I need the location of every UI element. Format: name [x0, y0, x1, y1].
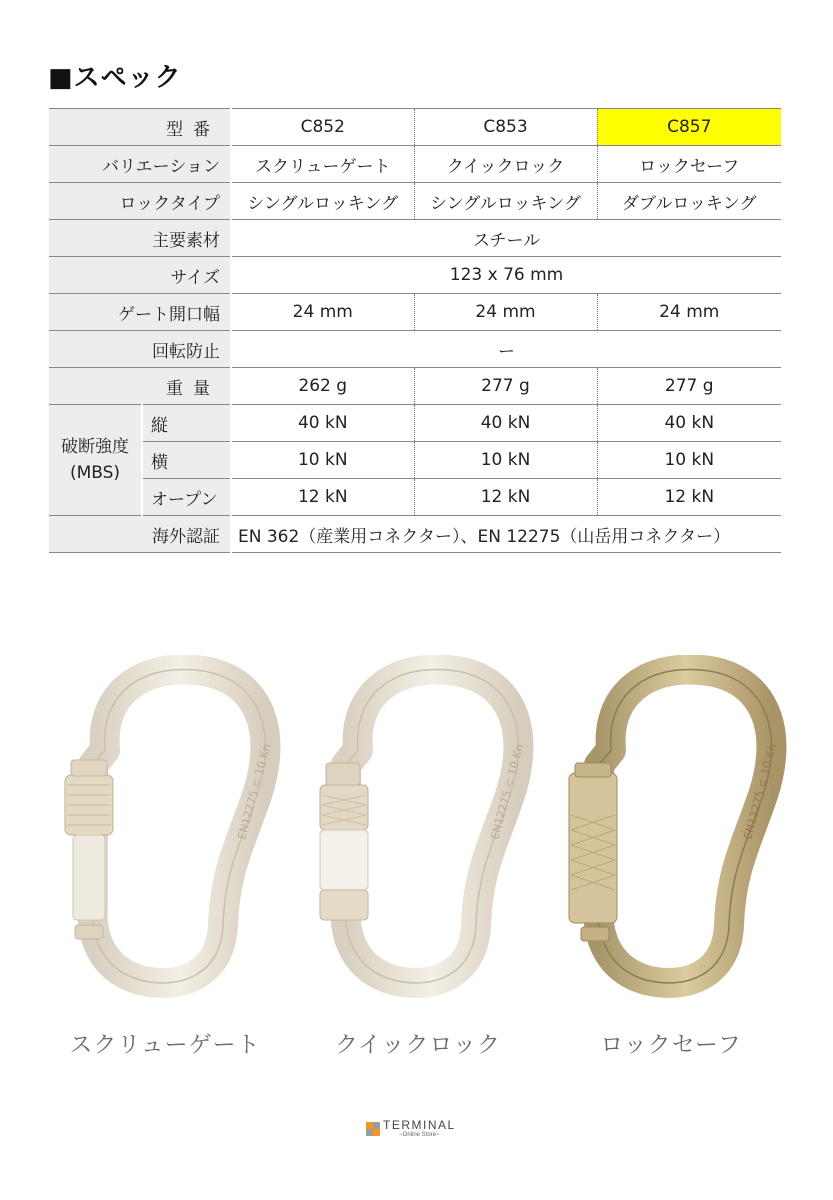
table-row — [49, 220, 781, 257]
spec-table — [49, 108, 781, 553]
quicklock-carabiner-image — [298, 655, 538, 1005]
table-cell: 40 kN — [414, 405, 597, 442]
svg-text:EN12275 ⊂ 10 Kn: EN12275 ⊂ 10 Kn — [488, 742, 527, 841]
row-sublabel: 縦 — [142, 405, 231, 442]
table-cell: 12 kN — [414, 479, 597, 516]
table-row — [49, 479, 781, 516]
table-cell: 12 kN — [231, 479, 414, 516]
table-cell: C853 — [414, 109, 597, 146]
row-sublabel: オープン — [142, 479, 231, 516]
table-cell: ダブルロッキング — [597, 183, 781, 220]
row-label: ロックタイプ — [49, 183, 231, 220]
table-cell: 262 g — [231, 368, 414, 405]
row-label: 海外認証 — [49, 516, 231, 553]
mbs-label-line1: 破断強度 — [61, 436, 129, 457]
logo-main-text: TERMINAL — [383, 1118, 456, 1132]
table-row — [49, 516, 781, 553]
mbs-label-line2: (MBS) — [69, 463, 121, 483]
table-row — [49, 368, 781, 405]
svg-text:EN12275 ⊂ 10 Kn: EN12275 ⊂ 10 Kn — [741, 742, 780, 841]
table-cell: 123 x 76 mm — [231, 257, 781, 294]
spec-heading-text: ■スペック — [48, 63, 182, 93]
table-row — [49, 146, 781, 183]
row-label: バリエーション — [49, 146, 231, 183]
table-cell: C852 — [231, 109, 414, 146]
row-label: ゲート開口幅 — [49, 294, 231, 331]
table-cell: 277 g — [597, 368, 781, 405]
table-cell: 10 kN — [597, 442, 781, 479]
table-row — [49, 257, 781, 294]
caption-screwgate: スクリューゲート — [69, 1032, 261, 1058]
screwgate-carabiner-image — [45, 655, 285, 1005]
table-row — [49, 109, 781, 146]
row-label: 回転防止 — [49, 331, 231, 368]
logo-sub-text: ~Online Store~ — [399, 1132, 440, 1138]
table-cell: スクリューゲート — [231, 146, 414, 183]
table-cell: 24 mm — [597, 294, 781, 331]
row-label: サイズ — [49, 257, 231, 294]
table-row — [49, 442, 781, 479]
row-label: 型番 — [49, 109, 231, 146]
row-label: 重量 — [49, 368, 231, 405]
table-cell: スチール — [231, 220, 781, 257]
highlighted-cell: C857 — [597, 109, 781, 146]
table-cell: 12 kN — [597, 479, 781, 516]
table-cell: 40 kN — [231, 405, 414, 442]
svg-text:EN12275 ⊂ 10 Kn: EN12275 ⊂ 10 Kn — [235, 742, 274, 841]
table-row — [49, 294, 781, 331]
row-label: 主要素材 — [49, 220, 231, 257]
table-cell: ロックセーフ — [597, 146, 781, 183]
table-row — [49, 183, 781, 220]
terminal-logo — [366, 1119, 456, 1138]
table-cell: 24 mm — [414, 294, 597, 331]
table-cell: 10 kN — [231, 442, 414, 479]
table-cell: ー — [231, 331, 781, 368]
section-heading — [48, 57, 182, 94]
table-cell: 24 mm — [231, 294, 414, 331]
table-row — [49, 405, 781, 442]
table-cell: シングルロッキング — [231, 183, 414, 220]
caption-quicklock: クイックロック — [335, 1032, 501, 1058]
row-sublabel: 横 — [142, 442, 231, 479]
table-cell: クイックロック — [414, 146, 597, 183]
table-cell: シングルロッキング — [414, 183, 597, 220]
table-row — [49, 331, 781, 368]
table-cell: EN 362（産業用コネクター）、EN 12275（山岳用コネクター） — [231, 516, 781, 553]
logo-mark-icon — [366, 1122, 380, 1136]
mbs-group-label — [49, 405, 142, 516]
locksafe-carabiner-image — [551, 655, 791, 1005]
table-cell: 40 kN — [597, 405, 781, 442]
table-cell: 10 kN — [414, 442, 597, 479]
table-cell: 277 g — [414, 368, 597, 405]
caption-locksafe: ロックセーフ — [600, 1032, 742, 1058]
